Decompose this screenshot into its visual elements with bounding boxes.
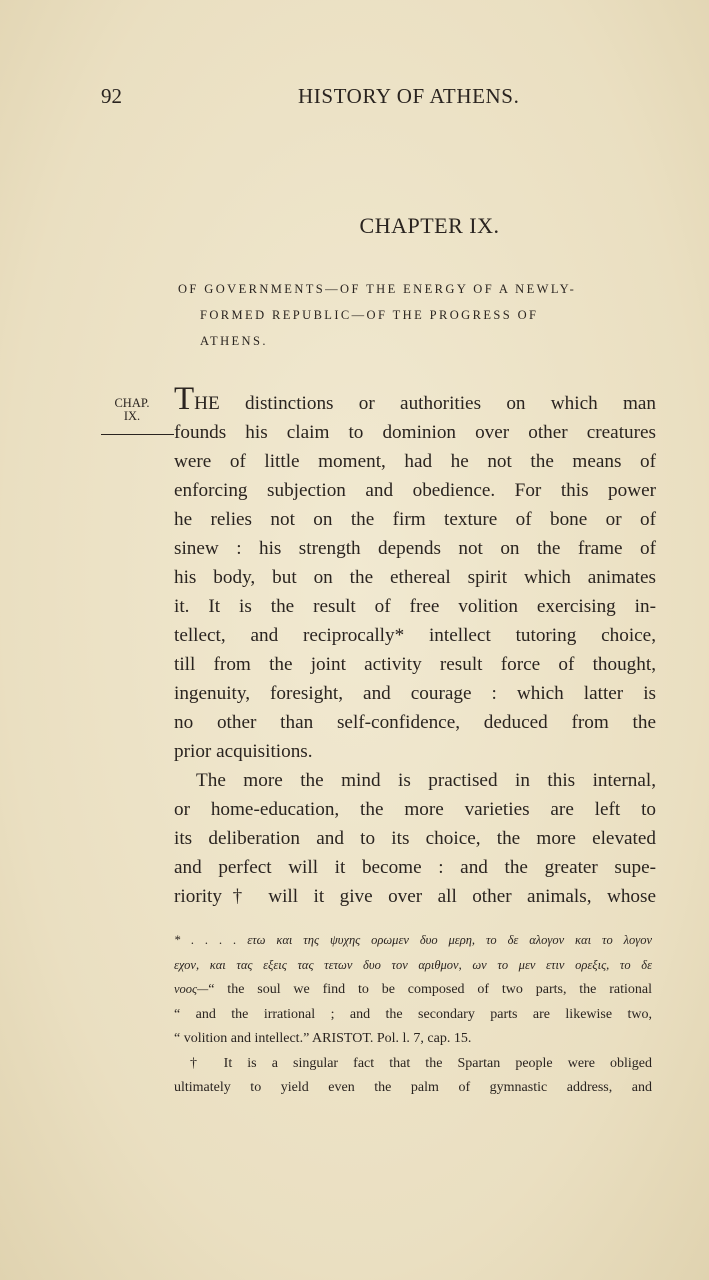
body-line: The more the mind is practised in this internal, <box>196 770 656 791</box>
body-line: were of little moment, had he not the means of <box>174 451 656 472</box>
body-line: no other than self-confidence, deduced from the <box>174 712 656 733</box>
footnote-greek-line: * . . . . ετω και της ψυχης ορωμεν δυο μερη, το δε αλογον και το λογον <box>174 933 652 947</box>
body-line: ingenuity, foresight, and courage : which latter is <box>174 683 656 704</box>
body-line: till from the joint activity result force of thought, <box>174 654 656 675</box>
chapter-title: CHAPTER IX. <box>359 213 500 238</box>
footnote-line: νοος—“ the soul we find to be composed of two parts, the rational <box>174 982 652 997</box>
drop-cap: T <box>174 381 195 417</box>
body-line: prior acquisitions. <box>174 741 313 762</box>
page-number: 92 <box>101 84 122 108</box>
margin-chap-number: IX. <box>123 409 141 423</box>
margin-chapter-note <box>113 397 151 423</box>
body-line: its deliberation and to its choice, the more elevated <box>174 828 656 849</box>
body-line: founds his claim to dominion over other creatures <box>174 422 656 443</box>
body-line: tellect, and reciprocally* intellect tutoring choice, <box>174 625 656 646</box>
footnote-greek-word: νοος— <box>174 982 209 996</box>
footnotes <box>174 928 652 1101</box>
footnote-line: “ volition and intellect.” ARISTOT. Pol. l. 7, cap. 15. <box>174 1031 472 1046</box>
body-line: and perfect will it become : and the greater supe- <box>174 857 656 878</box>
body-line: it. It is the result of free volition exercising in- <box>174 596 656 617</box>
page-header <box>0 84 709 112</box>
body-line: or home-education, the more varieties are left to <box>174 799 656 820</box>
margin-chap-label: CHAP. <box>114 396 150 410</box>
body-line: his body, but on the ethereal spirit which animates <box>174 567 656 588</box>
chapter-summary <box>178 276 658 354</box>
summary-line: FORMED REPUBLIC—OF THE PROGRESS OF <box>200 308 539 322</box>
running-head: HISTORY OF ATHENS. <box>298 84 520 108</box>
body-line: enforcing subjection and obedience. For this power <box>174 480 656 501</box>
summary-line: OF GOVERNMENTS—OF THE ENERGY OF A NEWLY- <box>178 282 577 296</box>
body-line: he relies not on the firm texture of bone or of <box>174 509 656 530</box>
margin-rule <box>101 434 174 435</box>
footnote-line: † It is a singular fact that the Spartan people were obliged <box>190 1055 652 1071</box>
body-text <box>174 381 656 911</box>
summary-line: ATHENS. <box>200 334 268 348</box>
body-line: sinew : his strength depends not on the frame of <box>174 538 656 559</box>
body-line: THE distinctions or authorities on which man <box>174 381 656 417</box>
body-line: riority† will it give over all other animals, whose <box>174 886 656 907</box>
footnote-line: ultimately to yield even the palm of gymnastic address, and <box>174 1080 652 1095</box>
footnote-line: “ and the irrational ; and the secondary parts are likewise two, <box>174 1006 652 1022</box>
footnote-greek-line: εχον, και τας εξεις τας τετων δυο τον αριθμον, ων το μεν ετιν ορεξις, το δε <box>174 957 652 972</box>
